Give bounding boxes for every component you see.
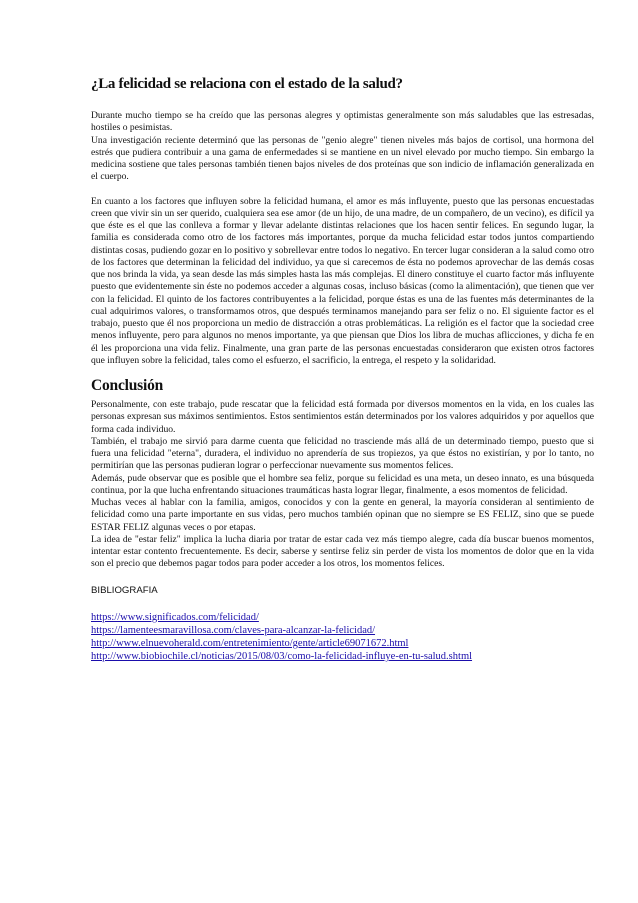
conclusion-paragraph: También, el trabajo me sirvió para darme cuenta que felicidad no trasciende más allá de un determinado tiempo, puesto que si fuera una felicidad "eterna", duradera, el individuo no aprendería de sus tropiezos, ya que éstos no existirían, y por lo tanto, no permitirían que las personas pudieran lograr o perfeccionar nuevamente sus momentos felices. bbox=[91, 435, 594, 472]
bibliography-link[interactable]: http://www.biobiochile.cl/noticias/2015/08/03/como-la-felicidad-influye-en-tu-salud.shtml bbox=[91, 651, 473, 663]
conclusion-paragraph: Además, pude observar que es posible que el hombre sea feliz, porque su felicidad es una meta, un deseo innato, es una búsqueda continua, por la que lucha enfrentando situaciones traumáticas hasta lograr llegar, finalmente, a esos momentos de felicidad. bbox=[91, 472, 594, 496]
bibliography-list bbox=[91, 611, 594, 664]
bibliography-link[interactable]: https://www.significados.com/felicidad/ bbox=[91, 611, 259, 623]
intro-paragraph: Una investigación reciente determinó que las personas de "genio alegre" tienen niveles más bajos de cortisol, una hormona del estrés que pudiera contribuir a una gama de enfermedades si se mantiene en un nivel elevado por mucho tiempo. Sin embargo la medicina sostiene que tales personas también tienen bajos niveles de dos proteínas que son indicio de inflamación generalizada en el cuerpo. bbox=[91, 134, 594, 183]
intro-paragraph: Durante mucho tiempo se ha creído que las personas alegres y optimistas generalmente son más saludables que las estresadas, hostiles o pesimistas. bbox=[91, 110, 594, 134]
bibliography-title: BIBLIOGRAFIA bbox=[91, 584, 158, 596]
conclusion-paragraph: Muchas veces al hablar con la familia, amigos, conocidos y con la gente en general, la mayoría consideran al sentimiento de felicidad como una parte importante en sus vidas, pero muchos también opinan que no siempre se ES FELIZ, sino que se puede ESTAR FELIZ algunas veces o por etapas. bbox=[91, 497, 594, 533]
conclusion-heading: Conclusión bbox=[91, 377, 164, 394]
factors-paragraph: En cuanto a los factores que influyen sobre la felicidad humana, el amor es más influyente, puesto que las personas encuestadas creen que vivir sin un ser querido, cualquiera sea ese amor (de un hijo, de una madre, de un compañero, de un vecino), es difícil ya que éste es el que las conlleva a formar y llevar adelante distintas relaciones que los hacen sentir felices. En segundo lugar, la familia es considerada como otro de los factores más importantes, porque da mucha felicidad estar todos juntos compartiendo distintas cosas, pudiendo gozar en lo positivo y sobrellevar entre todos lo negativo. En tercer lugar consideran a la salud como otro de los factores que determinan la felicidad del individuo, ya que si carecemos de ésta no podemos aprovechar de las demás cosas que nos brinda la vida, ya sean desde las más simples hasta las más complejas. El dinero constituye el cuarto factor más influyente puesto que evidentemente sin éste no podemos acceder a algunas cosas, incluso básicas (como la alimentación), que tienen que ver con la felicidad. El quinto de los factores contribuyentes a la felicidad, porque éstas es una de las fuentes más determinantes de la cual adquirimos valores, o transformamos otros, que después terminamos manejando para ser feliz o no. El siguiente factor es el trabajo, puesto que él nos proporciona un medio de distracción a otras problemáticas. La religión es el factor que la sociedad cree menos influyente, pero para algunos no menos importante, ya que piensan que Dios los libra de muchas aflicciones, y dicha fe en él les proporciona una vida feliz. Finalmente, una gran parte de las personas encuestadas consideraron que existen otros factores que influyen sobre la felicidad, tales como el esfuerzo, el sacrificio, la entrega, el respeto y la solidaridad. bbox=[91, 195, 594, 366]
bibliography-link[interactable]: https://lamenteesmaravillosa.com/claves-para-alcanzar-la-felicidad/ bbox=[91, 624, 376, 636]
conclusion-paragraph: Personalmente, con este trabajo, pude rescatar que la felicidad está formada por diversos momentos en la vida, en los cuales las personas expresan sus máximos sentimientos. Estos sentimientos están determinados por los valores adquiridos y por aquellos que forma cada individuo. bbox=[91, 399, 594, 435]
bibliography-link[interactable]: http://www.elnuevoherald.com/entretenimiento/gente/article69071672.html bbox=[91, 637, 409, 649]
conclusion-paragraph: La idea de "estar feliz" implica la lucha diaria por tratar de estar cada vez más tiempo alegre, cada día buscar buenos momentos, intentar estar contento frecuentemente. Es decir, saberse y sentirse feliz sin perder de vista los momentos de dolor que en la vida son el precio que debemos pagar todos para poder acceder a los otros, los momentos felices. bbox=[91, 533, 594, 570]
page-title: ¿La felicidad se relaciona con el estado de la salud? bbox=[91, 76, 403, 92]
